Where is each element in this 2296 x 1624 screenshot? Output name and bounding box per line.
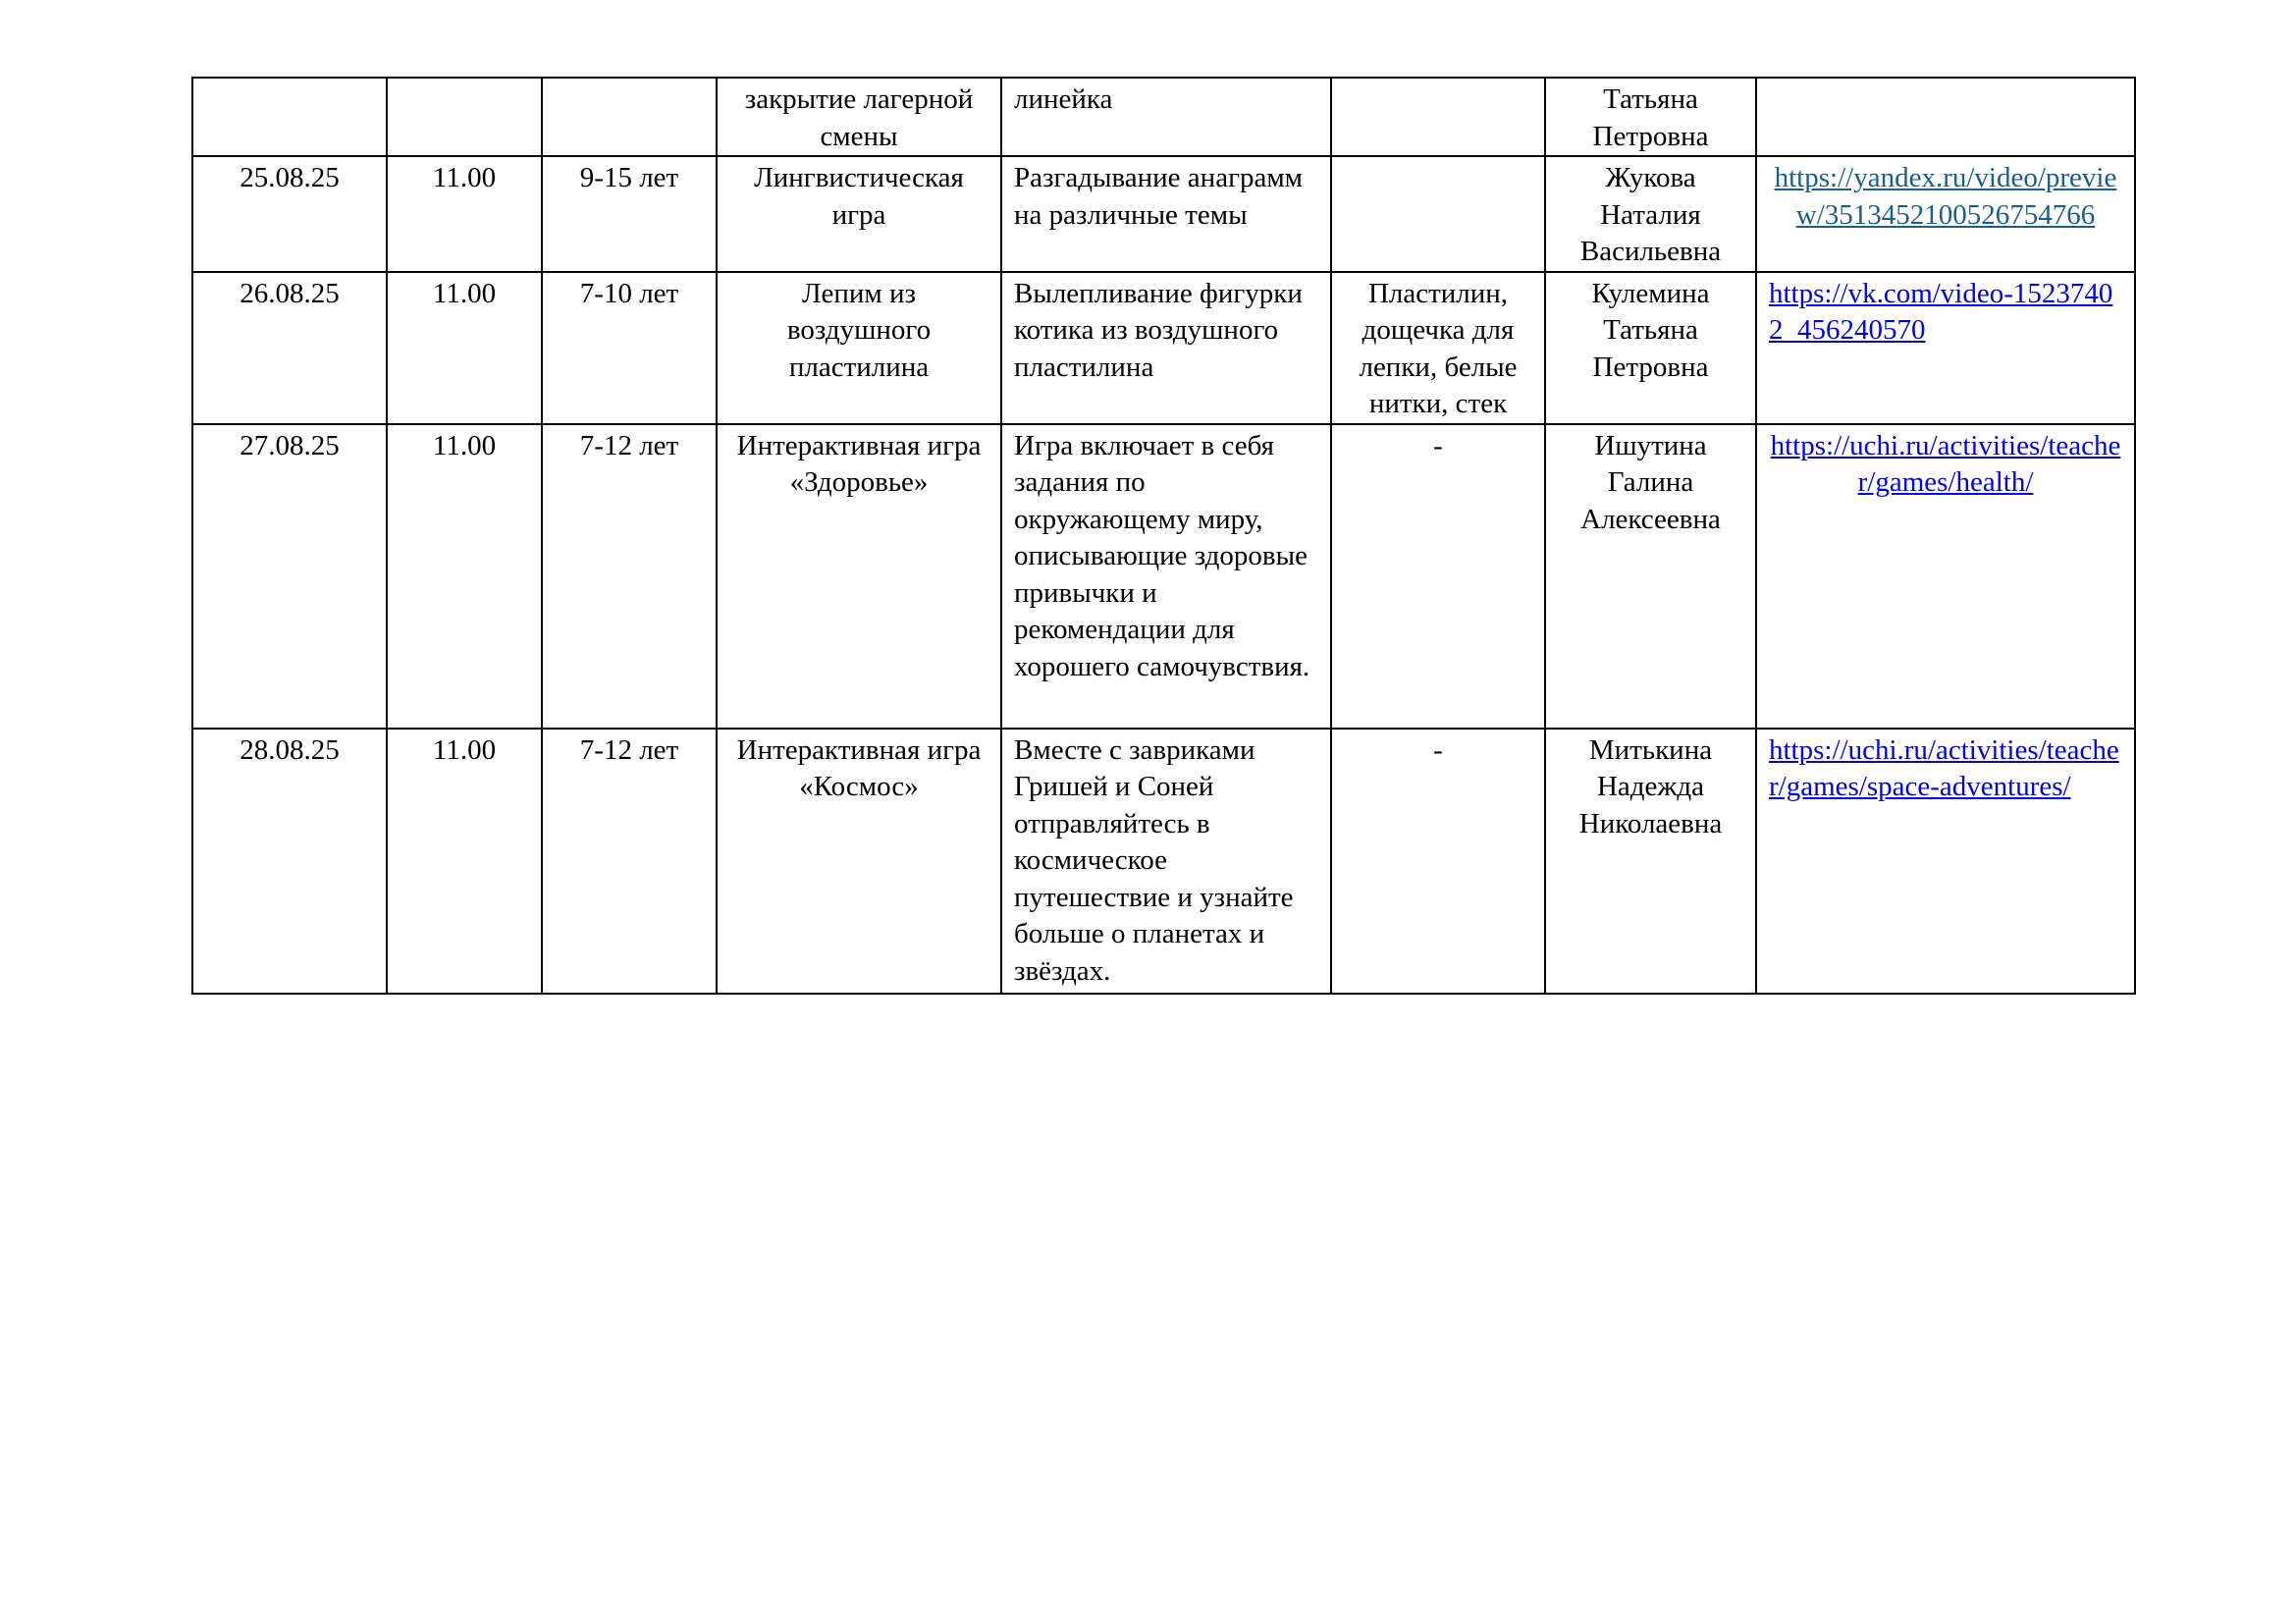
date-cell: 25.08.25 — [192, 156, 387, 272]
age-cell: 9-15 лет — [542, 156, 717, 272]
table-row — [192, 272, 2135, 424]
schedule-table — [191, 77, 2136, 995]
link-cell — [1756, 156, 2135, 272]
organizer-cell: Митькина Надежда Николаевна — [1545, 729, 1756, 994]
description-cell: Разгадывание анаграмм на различные темы — [1001, 156, 1331, 272]
age-cell: 7-12 лет — [542, 729, 717, 994]
table-row — [192, 156, 2135, 272]
time-cell: 11.00 — [387, 729, 542, 994]
organizer-cell: Жукова Наталия Васильевна — [1545, 156, 1756, 272]
link-cell — [1756, 78, 2135, 156]
materials-cell: Пластилин, дощечка для лепки, белые нитки, стек — [1331, 272, 1545, 424]
time-cell: 11.00 — [387, 272, 542, 424]
date-cell: 26.08.25 — [192, 272, 387, 424]
description-cell: Вместе с завриками Гришей и Соней отправляйтесь в космическое путешествие и узнайте больше о планетах и звёздах. — [1001, 729, 1331, 994]
event-cell: Лингвистическая игра — [717, 156, 1001, 272]
game-link[interactable]: https://uchi.ru/activities/teacher/games/space-adventures/ — [1769, 733, 2119, 802]
materials-cell: - — [1331, 729, 1545, 994]
organizer-cell: Кулемина Татьяна Петровна — [1545, 272, 1756, 424]
organizer-cell: Татьяна Петровна — [1545, 78, 1756, 156]
materials-cell: - — [1331, 424, 1545, 729]
age-cell: 7-12 лет — [542, 424, 717, 729]
time-cell — [387, 78, 542, 156]
link-cell — [1756, 424, 2135, 729]
description-cell: Вылепливание фигурки котика из воздушного пластилина — [1001, 272, 1331, 424]
event-cell: Лепим из воздушного пластилина — [717, 272, 1001, 424]
date-cell: 28.08.25 — [192, 729, 387, 994]
time-cell: 11.00 — [387, 156, 542, 272]
table-row — [192, 729, 2135, 994]
time-cell: 11.00 — [387, 424, 542, 729]
date-cell: 27.08.25 — [192, 424, 387, 729]
link-cell — [1756, 729, 2135, 994]
description-cell: Игра включает в себя задания по окружающему миру, описывающие здоровые привычки и рекомендации для хорошего самочувствия. — [1001, 424, 1331, 729]
table-row — [192, 78, 2135, 156]
materials-cell — [1331, 156, 1545, 272]
age-cell — [542, 78, 717, 156]
date-cell — [192, 78, 387, 156]
video-link[interactable]: https://vk.com/video-15237402_456240570 — [1769, 277, 2113, 346]
event-cell: Интерактивная игра «Космос» — [717, 729, 1001, 994]
organizer-cell: Ишутина Галина Алексеевна — [1545, 424, 1756, 729]
link-cell — [1756, 272, 2135, 424]
event-cell: Интерактивная игра «Здоровье» — [717, 424, 1001, 729]
age-cell: 7-10 лет — [542, 272, 717, 424]
video-link[interactable]: https://yandex.ru/video/preview/3513452100526754766 — [1774, 162, 2117, 231]
table-row — [192, 424, 2135, 729]
game-link[interactable]: https://uchi.ru/activities/teacher/games/health/ — [1770, 429, 2121, 498]
materials-cell — [1331, 78, 1545, 156]
description-cell: линейка — [1001, 78, 1331, 156]
event-cell: закрытие лагерной смены — [717, 78, 1001, 156]
